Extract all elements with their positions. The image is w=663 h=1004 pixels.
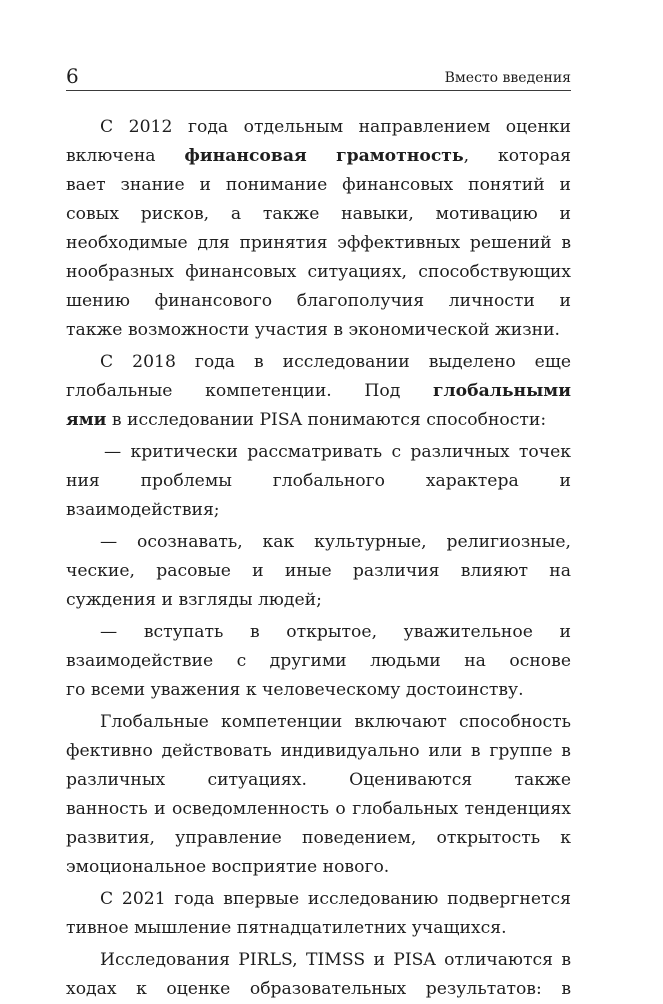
paragraph	[66, 708, 571, 882]
paragraph	[66, 946, 571, 1004]
page-number: 6	[66, 64, 79, 88]
text-line: тивное мышление пятнадцатилетних учащихся.	[66, 918, 507, 938]
paragraph	[66, 885, 571, 943]
text-line: шению финансового благополучия личности и	[66, 291, 571, 311]
text-line: суждения и взгляды людей;	[66, 590, 322, 610]
text-line: эмоциональное восприятие нового.	[66, 857, 390, 877]
running-header	[66, 60, 571, 91]
dash-list-item	[66, 528, 571, 615]
text-line: включена финансовая грамотность, которая	[66, 146, 571, 166]
text-line: различных ситуациях. Оцениваются также	[66, 770, 571, 790]
bold-term: финансовая грамотность	[184, 146, 464, 166]
text-line: фективно действовать индивидуально или в группе в	[66, 741, 571, 761]
text-line: развития, управление поведением, открытость к	[66, 828, 571, 848]
text-line: ходах к оценке образовательных результатов: в	[66, 979, 571, 999]
bold-term: ями	[66, 410, 107, 430]
text-line: ванность и осведомленность о глобальных тенденциях	[66, 799, 571, 819]
text-line: — вступать в открытое, уважительное и	[100, 622, 571, 642]
text-line: ния проблемы глобального характера и	[66, 471, 571, 491]
text-line: глобальные компетенции. Под глобальными	[66, 377, 571, 406]
text-line: взаимодействия;	[66, 500, 220, 520]
text-line: Исследования PIRLS, TIMSS и PISA отличаются в	[100, 950, 571, 970]
body-text	[66, 113, 571, 1004]
text-line: С 2018 года в исследовании выделено еще	[100, 352, 571, 372]
running-head-title: Вместо введения	[444, 70, 571, 86]
text-line: совых рисков, а также навыки, мотивацию и	[66, 204, 571, 224]
text-line: Глобальные компетенции включают способность	[100, 712, 571, 732]
text-line: — критически рассматривать с различных точек	[104, 442, 571, 462]
text-line: также возможности участия в экономической жизни.	[66, 320, 561, 340]
text-line: необходимые для принятия эффективных решений в	[66, 233, 571, 253]
text-line: С 2012 года отдельным направлением оценки	[100, 117, 571, 137]
text-line: ческие, расовые и иные различия влияют на	[66, 561, 571, 581]
dash-list-item	[66, 618, 571, 705]
text-line: вает знание и понимание финансовых понятий и	[66, 175, 571, 195]
text-line: — осознавать, как культурные, религиозные,	[100, 532, 571, 552]
text-line: взаимодействие с другими людьми на основе	[66, 651, 571, 671]
text-line: го всеми уважения к человеческому достоинству.	[66, 680, 524, 700]
bold-term: глобальными	[433, 381, 571, 401]
text-line: нообразных финансовых ситуациях, способствующих	[66, 262, 571, 282]
text-line: ями в исследовании PISA понимаются способности:	[66, 410, 547, 430]
paragraph	[66, 348, 571, 435]
dash-list-item	[66, 438, 571, 525]
paragraph	[66, 113, 571, 345]
text-line: С 2021 года впервые исследованию подвергнется	[100, 889, 571, 909]
